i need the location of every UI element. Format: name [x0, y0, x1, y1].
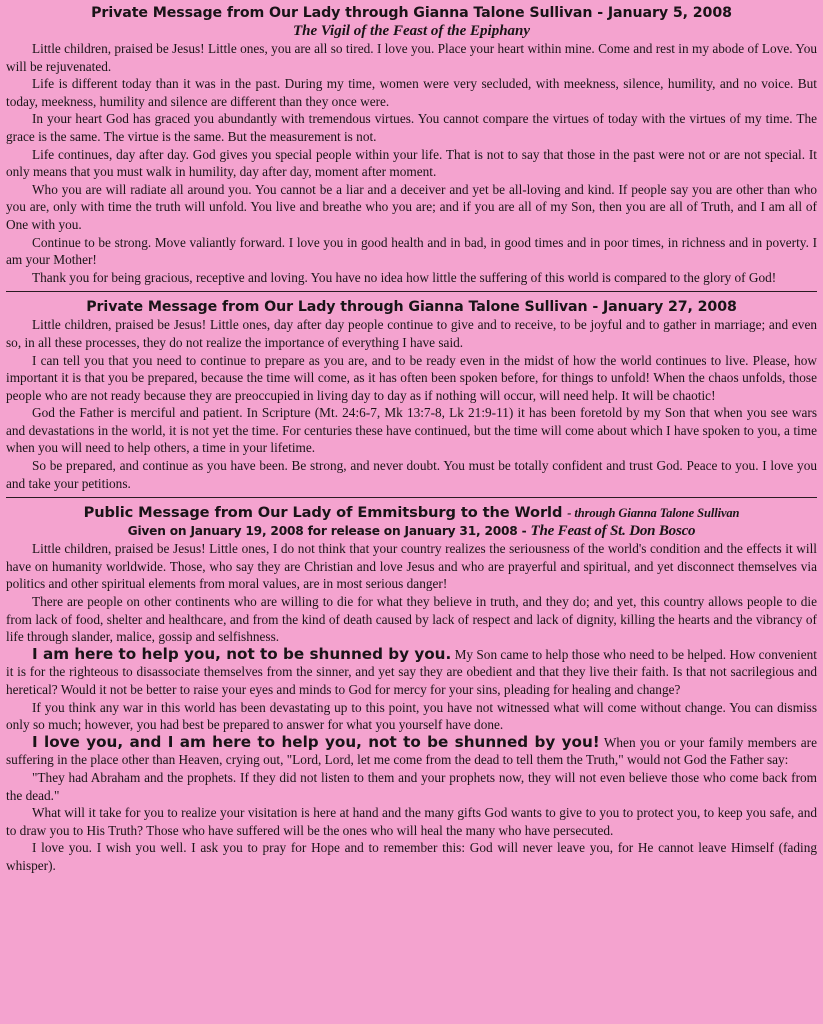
message-subtitle: The Vigil of the Feast of the Epiphany: [292, 23, 531, 39]
given-text: Given on January 19, 2008 for release on January 31, 2008 -: [127, 524, 527, 539]
paragraph: So be prepared, and continue as you have been. Be strong, and never doubt. You must be totally confident and trust God. Peace to you. I love you and take your petitions.: [6, 458, 817, 491]
paragraph-text: When you or your family members are suffering in the place other than Heaven, crying out, "Lord, Lord, let me come from the dead to tell them the Truth," would not God the Father say:: [6, 734, 817, 768]
paragraph: God the Father is merciful and patient. In Scripture (Mt. 24:6-7, Mk 13:7-8, Lk 21:9-11) it has been foretold by my Son that when you see wars and devastations in the world, it is not yet the time. For centuries these have continued, but the time will come about which I have spoken to you, a time when you will need to help others, a time in your lifetime.: [6, 405, 817, 456]
paragraph: [6, 646, 817, 699]
divider: [6, 497, 817, 498]
message-title: [6, 504, 817, 522]
divider: [6, 291, 817, 292]
message-jan-5: [6, 4, 817, 286]
paragraph: "They had Abraham and the prophets. If they did not listen to them and your prophets now, they will not even believe those who come back from the dead.": [6, 769, 817, 803]
message-title: Private Message from Our Lady through Gianna Talone Sullivan - January 27, 2008: [86, 299, 737, 316]
message-public-world: [6, 504, 817, 874]
paragraph: I can tell you that you need to continue to prepare as you are, and to be ready even in the midst of how the world continues to live. Please, how important it is that you be prepared, because the time will come, as it has often been spoken before, for things to unfold! When the chaos unfolds, those people who are not ready because they are preoccupied in living day to day as if nothing will occur, will need help. It will be chaotic!: [6, 352, 817, 403]
feast-name: The Feast of St. Don Bosco: [530, 523, 696, 540]
message-title: Private Message from Our Lady through Gianna Talone Sullivan - January 5, 2008: [91, 5, 732, 21]
paragraph: [6, 734, 817, 769]
message-jan-27: [6, 298, 817, 492]
title-main: Public Message from Our Lady of Emmitsburg to the World: [83, 504, 563, 522]
paragraph: Thank you for being gracious, receptive and loving. You have no idea how little the suffering of this world is compared to the glory of God!: [32, 269, 777, 285]
title-via: - through Gianna Talone Sullivan: [567, 506, 740, 521]
paragraph: Life continues, day after day. God gives you special people within your life. That is not to say that those in the past were not or are not special. It only means that you must walk in humility, day after day, moment after moment.: [6, 146, 817, 180]
given-date-line: [6, 522, 817, 540]
paragraph: Who you are will radiate all around you. You cannot be a liar and a deceiver and yet be all-loving and kind. If people say you are other than who you are, only with time the truth will unfold. You live and breathe who you are; and if you are all of my Son, then you are all of Truth, and I am all of One with you.: [6, 181, 817, 232]
paragraph: What will it take for you to realize your visitation is here at hand and the many gifts God wants to give to you to protect you, to keep you safe, and to draw you to His Truth? Those who have suffered will be the ones who will heal the many who have persecuted.: [6, 805, 817, 838]
paragraph: Life is different today than it was in the past. During my time, women were very secluded, with meekness, silence, humility, and no voice. But today, meekness, humility and silence are different than they once were.: [6, 76, 817, 109]
paragraph: Little children, praised be Jesus! Little ones, you are all so tired. I love you. Place your heart within mine. Come and rest in my abode of Love. You will be rejuvenated.: [6, 41, 817, 74]
paragraph: In your heart God has graced you abundantly with tremendous virtues. You cannot compare the virtues of today with the virtues of my time. The grace is the same. The virtue is the same. But the measurement is not.: [6, 111, 817, 144]
paragraph: If you think any war in this world has been devastating up to this point, you have not witnessed what will come without change. You can dismiss only so much; however, you had best be prepared to answer for what you yourself have done.: [6, 699, 817, 733]
paragraph-text: My Son came to help those who need to be helped. How convenient it is for the righteous to disassociate themselves from the sinner, and yet say they are obedient and that they live their faith. Is that not sacrilegious and heretical? Would it not be better to raise your eyes and minds to God for mercy for your sins, pleading for healing and change?: [6, 646, 817, 697]
emphasis-text: I am here to help you, not to be shunned by you.: [32, 644, 452, 663]
paragraph: There are people on other continents who are willing to die for what they believe in truth, and they do; and yet, this country allows people to die from lack of food, shelter and healthcare, and from the kind of death caused by lack of respect and lack of dignity, killing the hearts and the vibrancy of life through slander, malice, gossip and selfishness.: [6, 594, 817, 645]
paragraph: I love you. I wish you well. I ask you to pray for Hope and to remember this: God will never leave you, for He cannot leave Himself (fading whisper).: [6, 840, 817, 873]
paragraph: Little children, praised be Jesus! Little ones, I do not think that your country realizes the seriousness of the world's condition and the effects it will have on humanity worldwide. Those, who say they are Christian and love Jesus and who are prayerful and spiritual, and yet disconnect themselves via politics and other spiritual elements from moral values, are in most serious danger!: [6, 541, 817, 592]
paragraph: Continue to be strong. Move valiantly forward. I love you in good health and in bad, in good times and in poor times, in richness and in poverty. I am your Mother!: [6, 234, 817, 268]
paragraph: Little children, praised be Jesus! Little ones, day after day people continue to give and to receive, to be joyful and to gather in marriage; and even so, in all these processes, they do not realize the importance of everything I have said.: [6, 317, 817, 350]
emphasis-text: I love you, and I am here to help you, not to be shunned by you!: [32, 732, 600, 751]
